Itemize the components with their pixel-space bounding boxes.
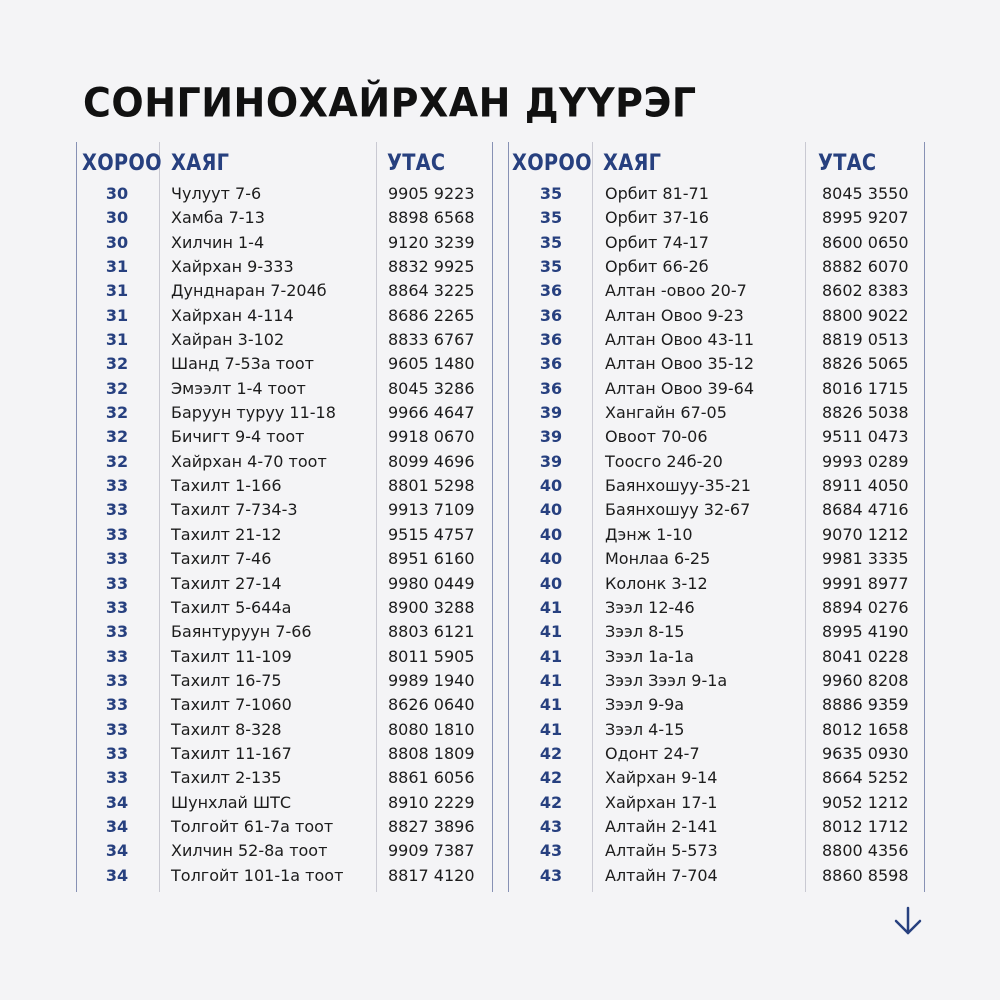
khoroo-cell: 33: [105, 573, 129, 593]
table-row: [0, 401, 1000, 425]
khoroo-cell: 40: [539, 476, 563, 496]
phone-cell: 8911 4050: [822, 476, 909, 496]
address-cell: Алтайн 5-573: [605, 841, 718, 861]
phone-cell: 8995 4190: [822, 622, 909, 642]
phone-cell: 8686 2265: [388, 305, 475, 325]
table-row: [0, 255, 1000, 279]
address-cell: Хайран 3-102: [171, 330, 285, 350]
phone-cell: 8886 9359: [822, 695, 909, 715]
address-cell: Орбит 74-17: [605, 232, 709, 252]
address-cell: Хилчин 52-8а тоот: [171, 841, 328, 861]
phone-cell: 8012 1712: [822, 816, 909, 836]
page-title: СОНГИНОХАЙРХАН ДҮҮРЭГ: [83, 79, 697, 127]
khoroo-cell: 33: [105, 719, 129, 739]
phone-cell: 8817 4120: [388, 865, 475, 885]
khoroo-cell: 32: [105, 403, 129, 423]
phone-cell: 8801 5298: [388, 476, 475, 496]
table-row: [0, 206, 1000, 230]
khoroo-cell: 39: [539, 451, 563, 471]
phone-cell: 8951 6160: [388, 549, 475, 569]
khoroo-cell: 31: [105, 305, 129, 325]
header-phone: УТАС: [818, 151, 877, 176]
phone-cell: 9913 7109: [388, 500, 475, 520]
phone-cell: 9980 0449: [388, 573, 475, 593]
khoroo-cell: 41: [539, 695, 563, 715]
address-cell: Шанд 7-53а тоот: [171, 354, 314, 374]
table-row: [0, 425, 1000, 449]
khoroo-cell: 36: [539, 378, 563, 398]
address-cell: Зээл 8-15: [605, 622, 685, 642]
table-row: [0, 815, 1000, 839]
table-row: [0, 620, 1000, 644]
phone-cell: 8080 1810: [388, 719, 475, 739]
phone-cell: 8910 2229: [388, 792, 475, 812]
khoroo-cell: 40: [539, 500, 563, 520]
khoroo-cell: 32: [105, 378, 129, 398]
address-cell: Толгойт 61-7а тоот: [171, 816, 334, 836]
phone-cell: 8045 3550: [822, 184, 909, 203]
phone-cell: 8602 8383: [822, 281, 909, 301]
phone-cell: 8995 9207: [822, 208, 909, 228]
phone-cell: 8894 0276: [822, 597, 909, 617]
table-row: [0, 450, 1000, 474]
address-cell: Тоосго 24б-20: [605, 451, 723, 471]
khoroo-cell: 32: [105, 354, 129, 374]
phone-cell: 8827 3896: [388, 816, 475, 836]
phone-cell: 9960 8208: [822, 670, 909, 690]
table-row: [0, 498, 1000, 522]
address-cell: Алтан Овоо 35-12: [605, 354, 755, 374]
address-cell: Тахилт 7-46: [171, 549, 272, 569]
khoroo-cell: 33: [105, 597, 129, 617]
khoroo-cell: 31: [105, 257, 129, 277]
phone-cell: 9918 0670: [388, 427, 475, 447]
address-cell: Хайрхан 9-333: [171, 257, 294, 277]
address-cell: Одонт 24-7: [605, 743, 700, 763]
address-cell: Овоот 70-06: [605, 427, 708, 447]
right-table-body: [0, 182, 1000, 888]
table-row: [0, 693, 1000, 717]
khoroo-cell: 35: [539, 184, 563, 203]
khoroo-cell: 42: [539, 743, 563, 763]
address-cell: Хилчин 1-4: [171, 232, 265, 252]
address-cell: Баянхошуу 32-67: [605, 500, 751, 520]
phone-cell: 8803 6121: [388, 622, 475, 642]
address-cell: Хайрхан 17-1: [605, 792, 718, 812]
phone-cell: 9635 0930: [822, 743, 909, 763]
phone-cell: 9070 1212: [822, 524, 909, 544]
address-cell: Толгойт 101-1а тоот: [171, 865, 344, 885]
phone-cell: 8045 3286: [388, 378, 475, 398]
khoroo-cell: 42: [539, 768, 563, 788]
address-cell: Тахилт 16-75: [171, 670, 282, 690]
phone-cell: 8819 0513: [822, 330, 909, 350]
phone-cell: 8012 1658: [822, 719, 909, 739]
address-cell: Зээл 4-15: [605, 719, 685, 739]
address-cell: Хайрхан 4-114: [171, 305, 294, 325]
address-cell: Тахилт 5-644а: [171, 597, 292, 617]
arrow-down-icon[interactable]: [890, 903, 926, 939]
address-cell: Тахилт 11-109: [171, 646, 292, 666]
khoroo-cell: 33: [105, 743, 129, 763]
table-row: [0, 377, 1000, 401]
phone-cell: 9052 1212: [822, 792, 909, 812]
khoroo-cell: 41: [539, 646, 563, 666]
phone-cell: 8684 4716: [822, 500, 909, 520]
phone-cell: 9993 0289: [822, 451, 909, 471]
phone-cell: 8800 9022: [822, 305, 909, 325]
khoroo-cell: 36: [539, 305, 563, 325]
address-cell: Дэнж 1-10: [605, 524, 693, 544]
address-cell: Зээл 9-9а: [605, 695, 685, 715]
address-cell: Монлаа 6-25: [605, 549, 711, 569]
table-row: [0, 572, 1000, 596]
phone-cell: 9989 1940: [388, 670, 475, 690]
khoroo-cell: 30: [105, 232, 129, 252]
table-row: [0, 231, 1000, 255]
khoroo-cell: 35: [539, 232, 563, 252]
phone-cell: 8898 6568: [388, 208, 475, 228]
khoroo-cell: 41: [539, 670, 563, 690]
khoroo-cell: 34: [105, 865, 129, 885]
khoroo-cell: 33: [105, 524, 129, 544]
address-cell: Тахилт 2-135: [171, 768, 282, 788]
address-cell: Хамба 7-13: [171, 208, 265, 228]
address-cell: Алтайн 2-141: [605, 816, 718, 836]
phone-cell: 8016 1715: [822, 378, 909, 398]
khoroo-cell: 43: [539, 865, 563, 885]
khoroo-cell: 41: [539, 622, 563, 642]
khoroo-cell: 34: [105, 792, 129, 812]
phone-cell: 8826 5065: [822, 354, 909, 374]
khoroo-cell: 32: [105, 427, 129, 447]
phone-cell: 8882 6070: [822, 257, 909, 277]
table-row: [0, 669, 1000, 693]
khoroo-cell: 33: [105, 500, 129, 520]
address-cell: Хайрхан 4-70 тоот: [171, 451, 327, 471]
table-row: [0, 766, 1000, 790]
phone-cell: 8800 4356: [822, 841, 909, 861]
table-row: [0, 304, 1000, 328]
khoroo-cell: 30: [105, 208, 129, 228]
address-cell: Тахилт 11-167: [171, 743, 292, 763]
phone-cell: 9909 7387: [388, 841, 475, 861]
phone-cell: 8808 1809: [388, 743, 475, 763]
khoroo-cell: 34: [105, 816, 129, 836]
khoroo-cell: 33: [105, 549, 129, 569]
khoroo-cell: 41: [539, 719, 563, 739]
address-cell: Колонк 3-12: [605, 573, 708, 593]
khoroo-cell: 30: [105, 184, 129, 203]
khoroo-cell: 33: [105, 646, 129, 666]
phone-cell: 8011 5905: [388, 646, 475, 666]
khoroo-cell: 35: [539, 257, 563, 277]
address-cell: Тахилт 27-14: [171, 573, 282, 593]
address-cell: Алтан Овоо 39-64: [605, 378, 755, 398]
address-cell: Эмээлт 1-4 тоот: [171, 378, 306, 398]
phone-cell: 9991 8977: [822, 573, 909, 593]
table-row: [0, 718, 1000, 742]
khoroo-cell: 33: [105, 622, 129, 642]
header-phone: УТАС: [387, 151, 446, 176]
address-cell: Алтан -овоо 20-7: [605, 281, 747, 301]
table-row: [0, 352, 1000, 376]
address-cell: Дунднаран 7-204б: [171, 281, 327, 301]
address-cell: Чулуут 7-6: [171, 184, 262, 203]
address-cell: Тахилт 7-734-3: [171, 500, 298, 520]
address-cell: Баруун туруу 11-18: [171, 403, 336, 423]
address-cell: Зээл Зээл 9-1а: [605, 670, 728, 690]
khoroo-cell: 31: [105, 281, 129, 301]
khoroo-cell: 42: [539, 792, 563, 812]
phone-cell: 8826 5038: [822, 403, 909, 423]
phone-cell: 8860 8598: [822, 865, 909, 885]
phone-cell: 8664 5252: [822, 768, 909, 788]
khoroo-cell: 40: [539, 524, 563, 544]
phone-cell: 9515 4757: [388, 524, 475, 544]
khoroo-cell: 33: [105, 476, 129, 496]
khoroo-cell: 36: [539, 281, 563, 301]
address-cell: Баянтуруун 7-66: [171, 622, 312, 642]
khoroo-cell: 31: [105, 330, 129, 350]
address-cell: Баянхошуу-35-21: [605, 476, 751, 496]
phone-cell: 8600 0650: [822, 232, 909, 252]
address-cell: Алтайн 7-704: [605, 865, 718, 885]
table-row: [0, 791, 1000, 815]
khoroo-cell: 33: [105, 768, 129, 788]
table-row: [0, 523, 1000, 547]
khoroo-cell: 33: [105, 670, 129, 690]
address-cell: Хангайн 67-05: [605, 403, 727, 423]
address-cell: Тахилт 8-328: [171, 719, 282, 739]
khoroo-cell: 43: [539, 841, 563, 861]
phone-cell: 9511 0473: [822, 427, 909, 447]
table-row: [0, 742, 1000, 766]
khoroo-cell: 32: [105, 451, 129, 471]
khoroo-cell: 41: [539, 597, 563, 617]
table-row: [0, 596, 1000, 620]
table-row: [0, 182, 1000, 206]
address-cell: Тахилт 7-1060: [171, 695, 292, 715]
phone-cell: 9905 9223: [388, 184, 475, 203]
phone-cell: 9966 4647: [388, 403, 475, 423]
header-khoroo: ХОРОО: [82, 151, 162, 176]
phone-cell: 8861 6056: [388, 768, 475, 788]
phone-cell: 8900 3288: [388, 597, 475, 617]
khoroo-cell: 40: [539, 549, 563, 569]
table-row: [0, 328, 1000, 352]
khoroo-cell: 35: [539, 208, 563, 228]
phone-cell: 8626 0640: [388, 695, 475, 715]
address-cell: Алтан Овоо 9-23: [605, 305, 744, 325]
table-row: [0, 474, 1000, 498]
table-row: [0, 645, 1000, 669]
phone-cell: 9605 1480: [388, 354, 475, 374]
phone-cell: 8833 6767: [388, 330, 475, 350]
khoroo-cell: 36: [539, 354, 563, 374]
phone-cell: 8099 4696: [388, 451, 475, 471]
khoroo-cell: 43: [539, 816, 563, 836]
header-khoroo: ХОРОО: [512, 151, 592, 176]
address-cell: Тахилт 1-166: [171, 476, 282, 496]
address-cell: Алтан Овоо 43-11: [605, 330, 755, 350]
khoroo-cell: 39: [539, 427, 563, 447]
khoroo-cell: 40: [539, 573, 563, 593]
address-cell: Бичигт 9-4 тоот: [171, 427, 305, 447]
khoroo-cell: 39: [539, 403, 563, 423]
phone-cell: 9981 3335: [822, 549, 909, 569]
address-cell: Зээл 1а-1а: [605, 646, 694, 666]
table-row: [0, 839, 1000, 863]
phone-cell: 8864 3225: [388, 281, 475, 301]
khoroo-cell: 34: [105, 841, 129, 861]
phone-cell: 9120 3239: [388, 232, 475, 252]
khoroo-cell: 36: [539, 330, 563, 350]
address-cell: Шунхлай ШТС: [171, 792, 292, 812]
khoroo-cell: 33: [105, 695, 129, 715]
header-address: ХАЯГ: [603, 151, 662, 176]
header-address: ХАЯГ: [171, 151, 230, 176]
address-cell: Орбит 81-71: [605, 184, 709, 203]
address-cell: Орбит 66-2б: [605, 257, 709, 277]
address-cell: Хайрхан 9-14: [605, 768, 718, 788]
table-row: [0, 279, 1000, 303]
table-row: [0, 547, 1000, 571]
phone-cell: 8832 9925: [388, 257, 475, 277]
address-cell: Тахилт 21-12: [171, 524, 282, 544]
phone-cell: 8041 0228: [822, 646, 909, 666]
address-cell: Зээл 12-46: [605, 597, 695, 617]
address-cell: Орбит 37-16: [605, 208, 709, 228]
table-row: [0, 864, 1000, 888]
